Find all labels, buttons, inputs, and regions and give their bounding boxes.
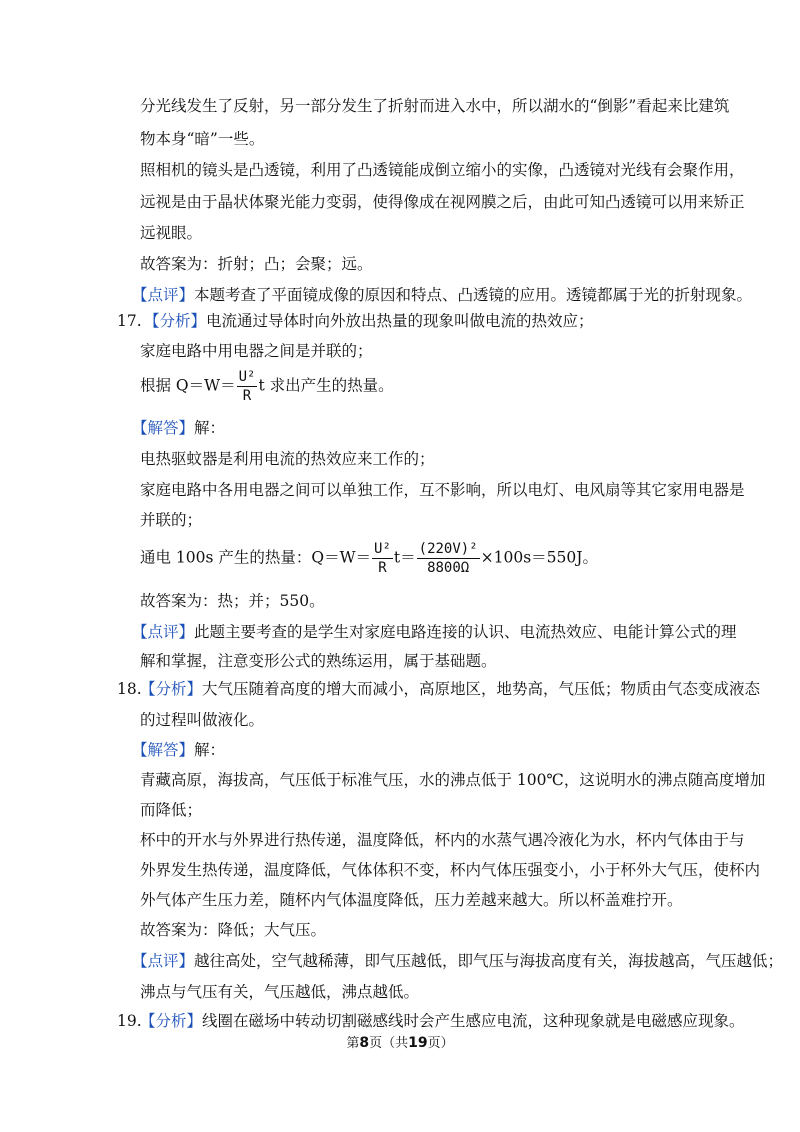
paragraph-line: 青藏高原，海拔高，气压低于标准气压，水的沸点低于 100℃，这说明水的沸点随高度增加 — [140, 771, 766, 789]
paragraph-line: 外界发生热传递，温度降低，气体体积不变，杯内气体压强变小，小于杯外大气压，使杯内 — [140, 861, 761, 879]
formula-prefix: 根据 Q＝W＝ — [140, 376, 236, 395]
comment-tag: 【点评】 — [132, 286, 195, 304]
paragraph-line: 家庭电路中用电器之间是并联的； — [140, 342, 373, 360]
solve-text: 解： — [194, 741, 226, 759]
calc-middle: t＝ — [393, 548, 416, 567]
paragraph-line: 的过程叫做液化。 — [140, 711, 265, 729]
comment-line — [132, 622, 737, 642]
calc-prefix: 通电 100s 产生的热量：Q＝W＝ — [140, 548, 372, 567]
fraction — [237, 368, 258, 405]
fraction-numerator: U² — [374, 541, 391, 557]
question-number: 19. — [117, 1012, 142, 1030]
formula-line — [140, 368, 394, 405]
answer-tag: 【解答】 — [132, 741, 195, 759]
comment-text: 本题考查了平面镜成像的原因和特点、凸透镜的应用。透镜都属于光的折射现象。 — [194, 286, 753, 304]
paragraph-line: 远视是由于晶状体聚光能力变弱，使得像成在视网膜之后，由此可知凸透镜可以用来矫正 — [140, 193, 745, 211]
analysis-text: 电流通过导体时向外放出热量的现象叫做电流的热效应； — [206, 312, 594, 330]
analysis-line — [140, 679, 760, 699]
comment-tag: 【点评】 — [132, 952, 195, 970]
analysis-tag: 【分析】 — [140, 680, 203, 698]
analysis-text: 线圈在磁场中转动切割磁感线时会产生感应电流，这种现象就是电磁感应现象。 — [202, 1012, 745, 1030]
paragraph-line: 物本身“暗”一些。 — [140, 130, 265, 148]
paragraph-line: 电热驱蚊器是利用电流的热效应来工作的； — [140, 450, 435, 468]
question-number: 17. — [117, 312, 142, 330]
comment-text: 越往高处，空气越稀薄，即气压越低，即气压与海拔高度有关，海拔越高，气压越低； — [194, 952, 784, 970]
comment-tag: 【点评】 — [132, 623, 195, 641]
answer-line: 故答案为：降低；大气压。 — [140, 921, 327, 939]
analysis-line — [144, 311, 594, 331]
fraction-numerator: (220V)² — [418, 541, 478, 557]
footer-prefix: 第 — [346, 1036, 360, 1051]
page-footer — [0, 1034, 800, 1053]
fraction — [417, 540, 480, 577]
solve-text: 解： — [194, 419, 226, 437]
analysis-tag: 【分析】 — [144, 312, 207, 330]
fraction — [372, 540, 393, 577]
footer-middle: 页（共 — [369, 1036, 409, 1051]
comment-line — [132, 285, 752, 305]
comment-line — [132, 951, 783, 971]
calculation-line — [140, 540, 598, 577]
fraction-denominator: 8800Ω — [427, 560, 470, 576]
footer-suffix: 页） — [427, 1036, 454, 1051]
analysis-tag: 【分析】 — [140, 1012, 203, 1030]
paragraph-line: 并联的； — [140, 511, 203, 529]
fraction-denominator: R — [378, 560, 387, 576]
page-total: 19 — [408, 1035, 428, 1051]
paragraph-line: 而降低； — [140, 801, 203, 819]
paragraph-line: 远视眼。 — [140, 224, 203, 242]
paragraph-line: 解和掌握，注意变形公式的熟练运用，属于基础题。 — [140, 652, 497, 670]
paragraph-line: 分光线发生了反射，另一部分发生了折射而进入水中，所以湖水的“倒影”看起来比建筑 — [140, 97, 730, 115]
fraction-numerator: U² — [238, 369, 256, 385]
answer-line: 故答案为：热；并；550。 — [140, 592, 325, 610]
page-number: 8 — [359, 1035, 370, 1051]
analysis-text: 大气压随着高度的增大而减小，高原地区，地势高，气压低；物质由气态变成液态 — [202, 680, 761, 698]
question-number: 18. — [117, 680, 142, 698]
calc-suffix: ×100s＝550J。 — [480, 548, 598, 567]
paragraph-line: 杯中的开水与外界进行热传递，温度降低，杯内的水蒸气遇冷液化为水，杯内气体由于与 — [140, 831, 745, 849]
comment-text: 此题主要考查的是学生对家庭电路连接的认识、电流热效应、电能计算公式的理 — [194, 623, 737, 641]
answer-tag: 【解答】 — [132, 419, 195, 437]
solve-line — [132, 740, 225, 760]
solve-line — [132, 418, 225, 438]
formula-suffix: t 求出产生的热量。 — [258, 376, 394, 395]
paragraph-line: 照相机的镜头是凸透镜，利用了凸透镜能成倒立缩小的实像，凸透镜对光线有会聚作用， — [140, 161, 745, 179]
paragraph-line: 沸点与气压有关，气压越低，沸点越低。 — [140, 983, 420, 1001]
paragraph-line: 家庭电路中各用电器之间可以单独工作，互不影响，所以电灯、电风扇等其它家用电器是 — [140, 481, 745, 499]
fraction-denominator: R — [242, 388, 252, 404]
answer-line: 故答案为：折射；凸；会聚；远。 — [140, 255, 373, 273]
paragraph-line: 外气体产生压力差，随杯内气体温度降低，压力差越来越大。所以杯盖难拧开。 — [140, 891, 683, 909]
analysis-line — [140, 1011, 745, 1031]
